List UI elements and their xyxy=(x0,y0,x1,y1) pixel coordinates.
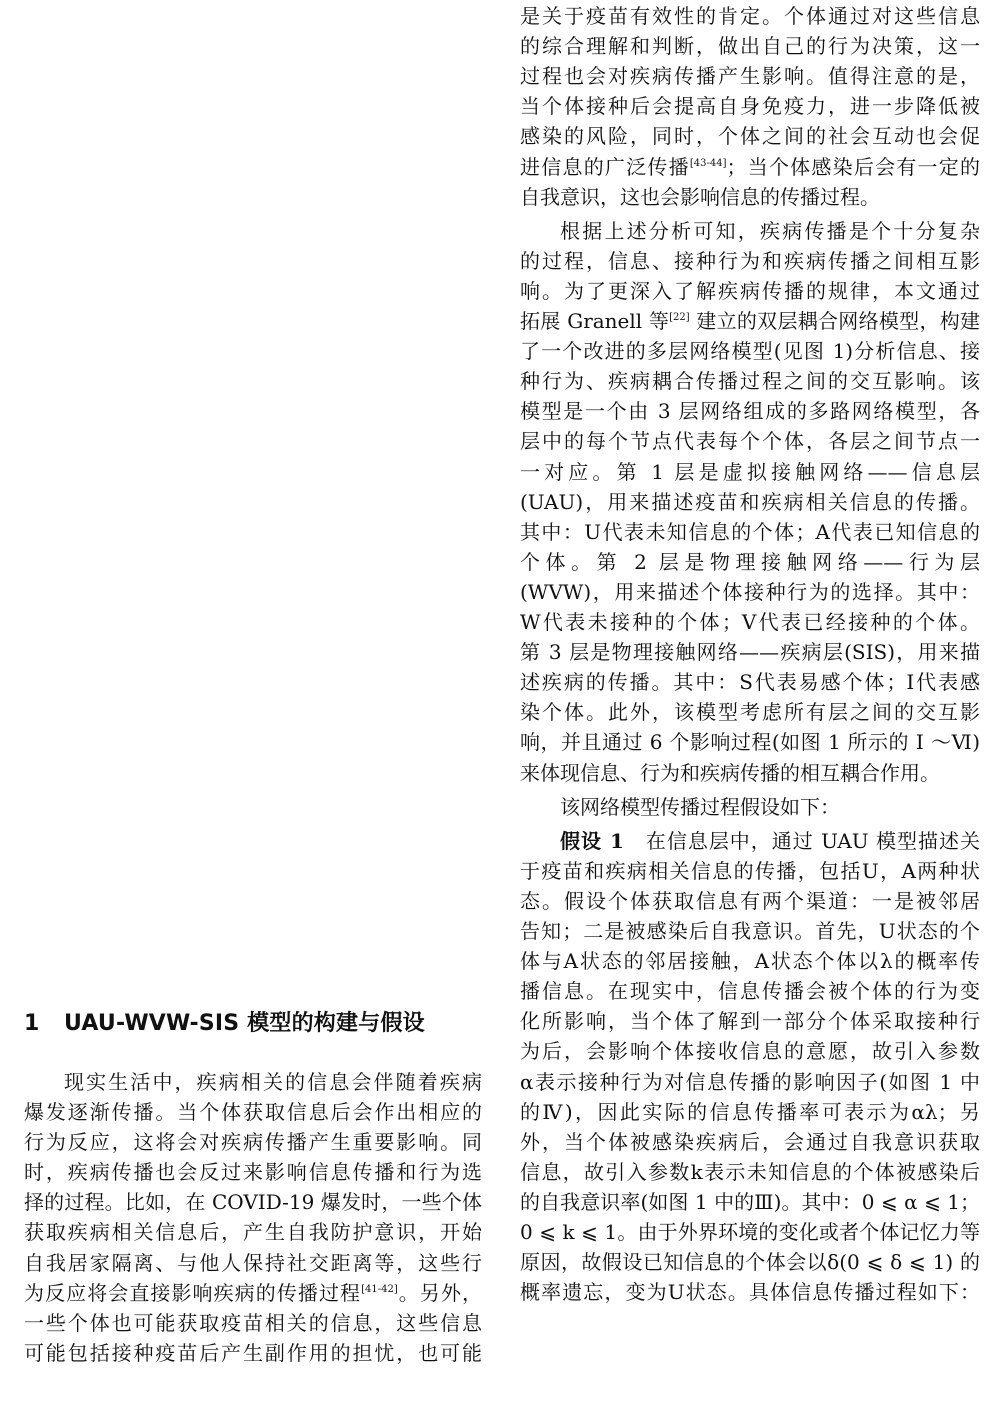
line-text: 响，并且通过 6 个影响过程(如图 1 所示的 Ⅰ ～Ⅵ) xyxy=(520,730,980,754)
line-text: 述疾病的传播。其中：S代表易感个体；I代表感 xyxy=(520,670,980,694)
line-text: 0 ⩽ k ⩽ 1。由于外界环境的变化或者个体记忆力等 xyxy=(520,1220,980,1244)
text-line xyxy=(520,155,980,179)
line-text: 体与A状态的邻居接触，A状态个体以λ的概率传 xyxy=(520,949,980,973)
left-column xyxy=(24,0,482,1404)
text-line xyxy=(520,610,980,634)
text-line xyxy=(520,761,980,785)
text-line xyxy=(520,889,980,913)
text-line xyxy=(24,1160,482,1184)
line-text: 于疫苗和疾病相关信息的传播，包括U，A两种状 xyxy=(520,859,980,883)
line-text: 择的过程。比如，在 COVID-19 爆发时，一些个体 xyxy=(24,1190,482,1214)
text-line xyxy=(24,1100,482,1124)
line-text: 层中的每个节点代表每个个体，各层之间节点一 xyxy=(520,429,980,453)
line-text: 告知；二是被感染后自我意识。首先，U状态的个 xyxy=(520,919,980,943)
text-line xyxy=(520,124,980,148)
line-text: 外，当个体被感染疾病后，会通过自我意识获取 xyxy=(520,1130,980,1154)
text-line xyxy=(520,1070,980,1094)
line-text: 是关于疫苗有效性的肯定。个体通过对这些信息 xyxy=(520,4,980,28)
text-line xyxy=(520,219,980,243)
line-text: 现实生活中，疾病相关的信息会伴随着疾病 xyxy=(64,1070,482,1094)
text-line xyxy=(24,1220,482,1244)
line-text: 为反应将会直接影响疾病的传播过程 xyxy=(24,1281,362,1305)
line-text: 的综合理解和判断，做出自己的行为决策，这一 xyxy=(520,34,980,58)
text-line xyxy=(520,550,980,574)
line-text-after: 建立的双层耦合网络模型，构建 xyxy=(689,309,981,333)
line-text: 其中：U代表未知信息的个体；A代表已知信息的 xyxy=(520,520,980,544)
text-line xyxy=(24,1190,482,1214)
line-text: 种行为、疾病耦合传播过程之间的交互影响。该 xyxy=(520,369,980,393)
line-text: 时，疾病传播也会反过来影响信息传播和行为选 xyxy=(24,1160,482,1184)
line-text: 了一个改进的多层网络模型(见图 1)分析信息、接 xyxy=(520,339,980,363)
right-column xyxy=(520,0,980,1404)
text-line xyxy=(520,1250,980,1274)
text-line xyxy=(520,795,980,819)
line-text: W代表未接种的个体；V代表已经接种的个体。 xyxy=(520,610,980,634)
text-line xyxy=(520,279,980,303)
text-line xyxy=(520,4,980,28)
section-number: 1 xyxy=(24,1011,40,1036)
citation-reference: [22] xyxy=(669,312,690,323)
text-line xyxy=(520,94,980,118)
line-text: 化所影响，当个体了解到一部分个体采取接种行 xyxy=(520,1009,980,1033)
line-text: 一对应。第 1 层是虚拟接触网络——信息层 xyxy=(520,460,980,484)
line-text: 第 3 层是物理接触网络——疾病层(SIS)，用来描 xyxy=(520,640,980,664)
text-line xyxy=(520,1100,980,1124)
line-text: 根据上述分析可知，疾病传播是个十分复杂 xyxy=(560,219,980,243)
line-text: 来体现信息、行为和疾病传播的相互耦合作用。 xyxy=(520,761,940,785)
citation-reference: [41-42] xyxy=(361,1284,398,1295)
text-line xyxy=(520,640,980,664)
text-line xyxy=(520,309,980,333)
text-line xyxy=(520,399,980,423)
line-text: 当个体接种后会提高自身免疫力，进一步降低被 xyxy=(520,94,980,118)
text-line xyxy=(24,1311,482,1335)
text-line xyxy=(520,1130,980,1154)
text-line xyxy=(520,1280,980,1304)
line-text: 感染的风险，同时，个体之间的社会互动也会促 xyxy=(520,124,980,148)
line-text: 过程也会对疾病传播产生影响。值得注意的是， xyxy=(520,64,980,88)
text-line xyxy=(520,460,980,484)
line-text: 行为反应，这将会对疾病传播产生重要影响。同 xyxy=(24,1130,482,1154)
line-text: 个体。第 2 层是物理接触网络——行为层 xyxy=(520,550,980,574)
text-line xyxy=(520,580,980,604)
text-line xyxy=(520,919,980,943)
citation-reference: [43-44] xyxy=(689,158,727,169)
text-line xyxy=(520,339,980,363)
text-line xyxy=(520,670,980,694)
text-line xyxy=(520,700,980,724)
line-text: 进信息的广泛传播 xyxy=(520,155,690,179)
line-text: 的Ⅳ)，因此实际的信息传播率可表示为αλ；另 xyxy=(520,1100,980,1124)
line-text-after: ；当个体感染后会有一定的 xyxy=(726,155,981,179)
text-line xyxy=(520,429,980,453)
line-text: 自我居家隔离、与他人保持社交距离等，这些行 xyxy=(24,1251,482,1275)
text-line xyxy=(520,949,980,973)
line-text: 获取疾病相关信息后，产生自我防护意识，开始 xyxy=(24,1220,482,1244)
text-line xyxy=(520,249,980,273)
text-line xyxy=(520,1009,980,1033)
text-line xyxy=(520,829,980,853)
hypothesis-label: 假设 1 xyxy=(560,829,624,853)
line-text: 响。为了更深入了解疾病传播的规律，本文通过 xyxy=(520,279,980,303)
text-line xyxy=(520,185,980,209)
text-line xyxy=(24,1130,482,1154)
line-text: 在信息层中，通过 UAU 模型描述关 xyxy=(623,829,980,853)
text-line xyxy=(24,1251,482,1275)
text-line xyxy=(520,859,980,883)
line-text: α表示接种行为对信息传播的影响因子(如图 1 中 xyxy=(520,1070,980,1094)
text-line xyxy=(520,1039,980,1063)
line-text: 态。假设个体获取信息有两个渠道：一是被邻居 xyxy=(520,889,980,913)
line-text: 信息，故引入参数k表示未知信息的个体被感染后 xyxy=(520,1160,980,1184)
text-line xyxy=(520,64,980,88)
line-text: 播信息。在现实中，信息传播会被个体的行为变 xyxy=(520,979,980,1003)
line-text: 概率遗忘，变为U状态。具体信息传播过程如下： xyxy=(520,1280,980,1304)
text-line xyxy=(24,1341,482,1365)
line-text: 拓展 Granell 等 xyxy=(520,309,670,333)
text-line xyxy=(24,1281,482,1305)
line-text: 爆发逐渐传播。当个体获取信息后会作出相应的 xyxy=(24,1100,482,1124)
line-text: 可能包括接种疫苗后产生副作用的担忧，也可能 xyxy=(24,1341,482,1365)
text-line xyxy=(520,1190,980,1214)
line-text: 的自我意识率(如图 1 中的Ⅲ)。其中：0 ⩽ α ⩽ 1； xyxy=(520,1190,980,1214)
line-text: 为后，会影响个体接收信息的意愿，故引入参数 xyxy=(520,1039,980,1063)
text-line xyxy=(520,1160,980,1184)
text-line xyxy=(520,369,980,393)
section-heading xyxy=(24,1010,425,1038)
text-line xyxy=(520,979,980,1003)
text-line xyxy=(520,34,980,58)
line-text: (UAU)，用来描述疫苗和疾病相关信息的传播。 xyxy=(520,490,980,514)
line-text: 染个体。此外，该模型考虑所有层之间的交互影 xyxy=(520,700,980,724)
line-text: 该网络模型传播过程假设如下： xyxy=(560,795,840,819)
line-text: 模型是一个由 3 层网络组成的多路网络模型，各 xyxy=(520,399,980,423)
line-text: 自我意识，这也会影响信息的传播过程。 xyxy=(520,185,880,209)
line-text: 的过程，信息、接种行为和疾病传播之间相互影 xyxy=(520,249,980,273)
text-line xyxy=(520,520,980,544)
text-line xyxy=(520,1220,980,1244)
line-text: (WVW)，用来描述个体接种行为的选择。其中： xyxy=(520,580,980,604)
text-line xyxy=(520,730,980,754)
text-line xyxy=(520,490,980,514)
section-title: UAU-WVW-SIS 模型的构建与假设 xyxy=(64,1011,425,1036)
line-text: 一些个体也可能获取疫苗相关的信息，这些信息 xyxy=(24,1311,482,1335)
line-text: 原因，故假设已知信息的个体会以δ(0 ⩽ δ ⩽ 1) 的 xyxy=(520,1250,980,1274)
text-line xyxy=(24,1070,482,1094)
line-text-after: 。另外， xyxy=(397,1281,483,1305)
